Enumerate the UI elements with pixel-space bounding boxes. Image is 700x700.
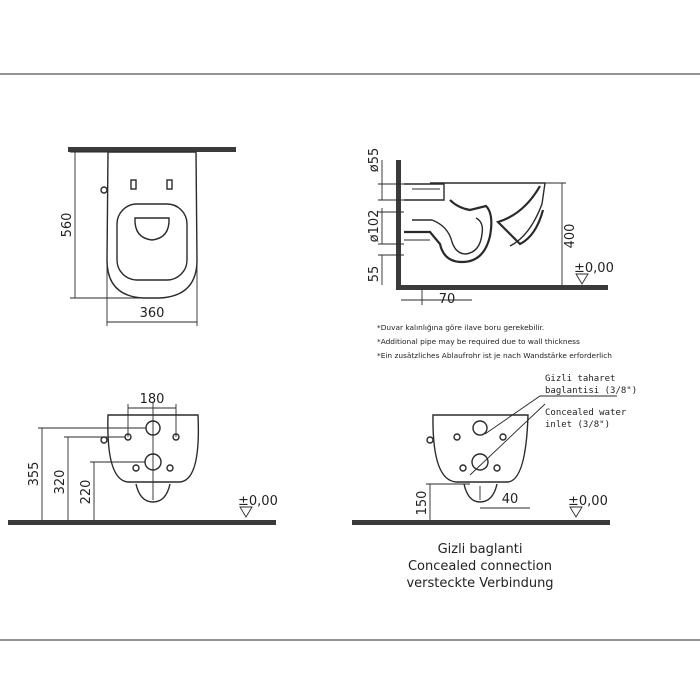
caption-line-de: versteckte Verbindung xyxy=(406,576,554,591)
side-wall-offset-dim-text: 70 xyxy=(438,292,456,307)
caption-line-tr: Gizli baglanti xyxy=(437,542,523,557)
conn-bolt-top-left xyxy=(454,434,460,440)
top-depth-dim-text: 560 xyxy=(60,212,75,238)
top-hinge-left xyxy=(131,180,136,189)
conn-bolt-low-left xyxy=(460,465,466,471)
front-bolt-low-right xyxy=(167,465,173,471)
caption-line-en: Concealed connection xyxy=(407,559,553,574)
side-outlet-spigot xyxy=(404,184,444,200)
conn-height-dim-text: 150 xyxy=(415,490,430,516)
side-floor xyxy=(396,285,608,290)
conn-bolt-top-right xyxy=(500,434,506,440)
conn-offset-dim-text: 40 xyxy=(501,492,519,507)
side-bowl-outer xyxy=(430,183,545,246)
side-wall xyxy=(396,160,401,290)
top-side-bolt xyxy=(101,187,107,193)
conn-drain-arc xyxy=(464,484,497,502)
conn-side-bolt xyxy=(427,437,433,443)
conn-bolt-mid xyxy=(473,421,487,435)
front-low-height-dim-text: 220 xyxy=(79,479,94,505)
conn-bidet-label-line1: Gizli taharet xyxy=(545,374,616,384)
front-top-height-dim-text: 355 xyxy=(27,461,42,487)
front-bolt-spacing-dim-text: 180 xyxy=(139,392,165,407)
front-side-bolt xyxy=(101,437,107,443)
conn-bolt-low-right xyxy=(494,465,500,471)
conn-water-label-line2: inlet (3/8") xyxy=(545,420,611,430)
side-floor-offset-dim-text: 55 xyxy=(367,265,382,283)
side-floor-level-text: ±0,00 xyxy=(574,261,614,276)
side-height-dim-text: 400 xyxy=(563,223,578,249)
side-outlet-dim-text: ø55 xyxy=(367,147,382,173)
top-view xyxy=(60,147,236,326)
top-wall-slab xyxy=(68,147,236,152)
side-trap-inner xyxy=(412,218,482,254)
conn-outlet xyxy=(472,454,488,470)
side-bowl-rim xyxy=(498,186,543,244)
note-en: *Additional pipe may be required due to wall thickness xyxy=(377,337,580,346)
conn-water-label-line1: Concealed water xyxy=(545,408,627,418)
top-hinge-right xyxy=(167,180,172,189)
top-bowl-opening xyxy=(135,218,169,240)
note-de: *Ein zusätzliches Ablaufrohr ist je nach Wandstärke erforderlich xyxy=(377,351,612,360)
front-view xyxy=(8,392,278,525)
top-bowl-outline xyxy=(107,152,197,298)
top-width-dim-text: 360 xyxy=(139,306,165,321)
top-seat-outline xyxy=(117,204,187,280)
side-drain-dim-text: ø102 xyxy=(367,209,382,243)
conn-bowl-outline xyxy=(433,415,528,482)
front-bolt-low-left xyxy=(133,465,139,471)
conn-floor xyxy=(352,520,610,525)
front-floor xyxy=(8,520,276,525)
side-section xyxy=(367,148,614,307)
front-floor-level-text: ±0,00 xyxy=(238,494,278,509)
note-tr: *Duvar kalınlığına göre ilave boru gerekebilir. xyxy=(377,323,545,332)
caption xyxy=(406,542,553,591)
conn-bidet-label-line2: baglantisi (3/8") xyxy=(545,386,638,396)
wall-thickness-notes xyxy=(377,323,612,360)
connection-view xyxy=(352,374,637,525)
conn-floor-level-text: ±0,00 xyxy=(568,494,608,509)
front-mid-height-dim-text: 320 xyxy=(53,469,68,495)
